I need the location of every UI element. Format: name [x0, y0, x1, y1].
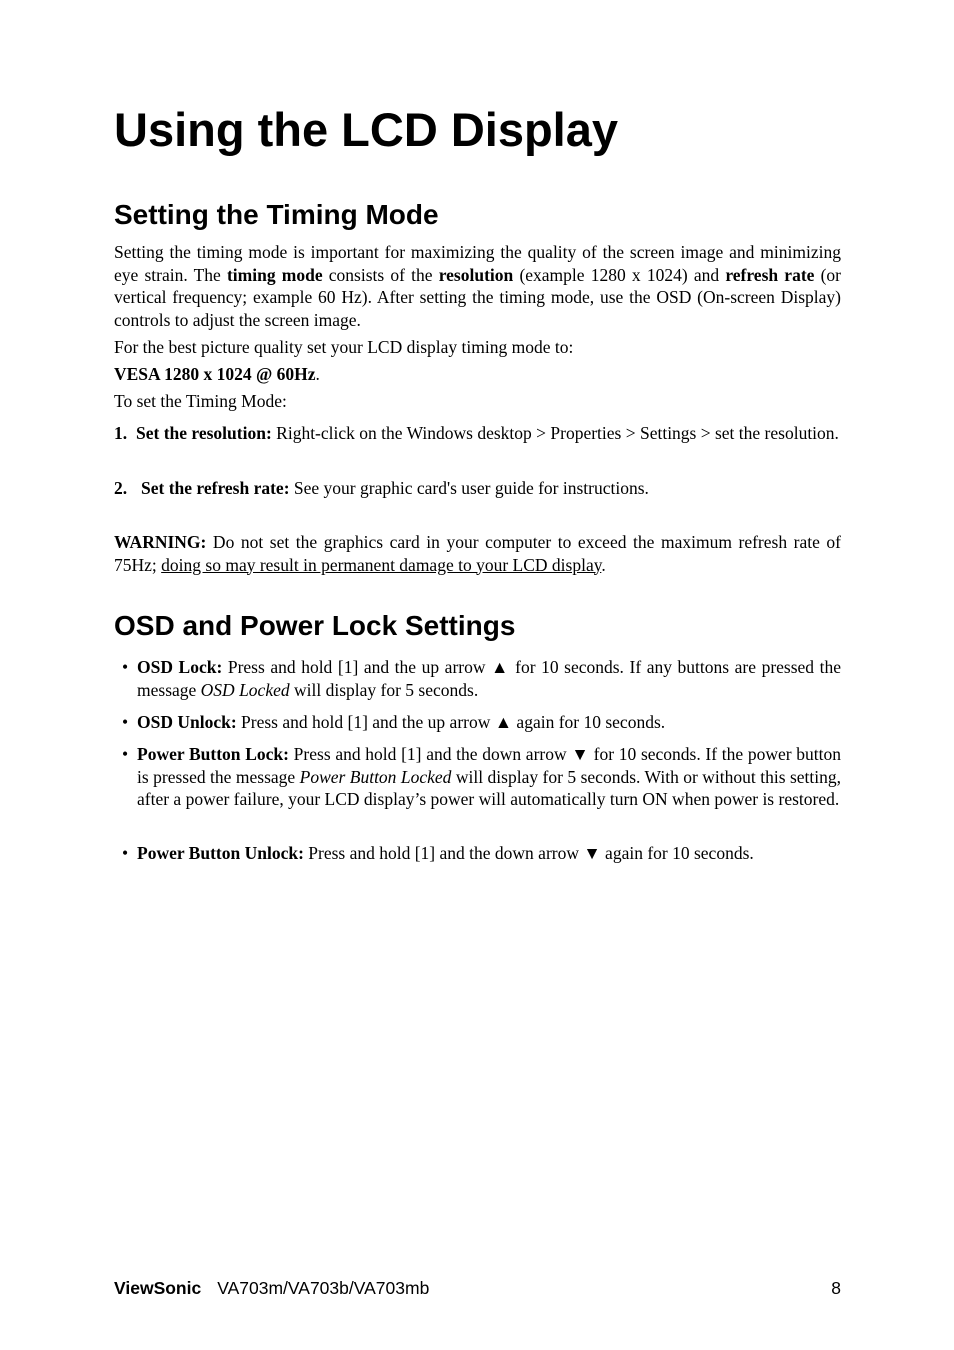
bullet-item-power-unlock: • Power Button Unlock: Press and hold [1] and the down arrow ▼ again for 10 seconds.	[122, 843, 754, 863]
section-heading-osd-power-lock: OSD and Power Lock Settings	[114, 610, 516, 641]
footer-brand: ViewSonic	[114, 1278, 202, 1298]
page-number: 8	[831, 1278, 841, 1298]
bullet-item-osd-lock: • OSD Lock: Press and hold [1] and the up arrow ▲ for 10 seconds. If any buttons are pressed the message OSD Locked will display for 5 seconds.	[122, 657, 841, 700]
list-item-step-1: 1. Set the resolution: Right-click on the Windows desktop > Properties > Settings > set the resolution.	[114, 423, 839, 443]
page-footer	[114, 1277, 841, 1299]
page-title: Using the LCD Display	[114, 103, 619, 156]
list-item-step-2: 2. Set the refresh rate: See your graphic card's user guide for instructions.	[114, 478, 649, 498]
footer-model: VA703m/VA703b/VA703mb	[217, 1278, 430, 1298]
paragraph-to-set: To set the Timing Mode:	[114, 391, 287, 411]
warning-paragraph: WARNING: Do not set the graphics card in your computer to exceed the maximum refresh rate of 75Hz; doing so may result in permanent damage to your LCD display.	[114, 532, 841, 575]
bullet-item-power-lock: • Power Button Lock: Press and hold [1] and the down arrow ▼ for 10 seconds. If the power button is pressed the message Power Button Locked will display for 5 seconds. With or without this setting, after a power failure, your LCD display’s power will automatically turn ON when power is restored.	[122, 744, 841, 810]
section-heading-timing-mode: Setting the Timing Mode	[114, 199, 439, 230]
bullet-item-osd-unlock: • OSD Unlock: Press and hold [1] and the up arrow ▲ again for 10 seconds.	[122, 712, 666, 732]
paragraph-timing-intro: Setting the timing mode is important for maximizing the quality of the screen image and minimizing eye strain. The timing mode consists of the resolution (example 1280 x 1024) and refresh rate (or vertical frequency; example 60 Hz). After setting the timing mode, use the OSD (On-screen Display) controls to adjust the screen image.	[114, 242, 842, 330]
paragraph-best-quality: For the best picture quality set your LCD display timing mode to:	[114, 337, 574, 357]
paragraph-vesa-mode: VESA 1280 x 1024 @ 60Hz.	[114, 364, 320, 384]
